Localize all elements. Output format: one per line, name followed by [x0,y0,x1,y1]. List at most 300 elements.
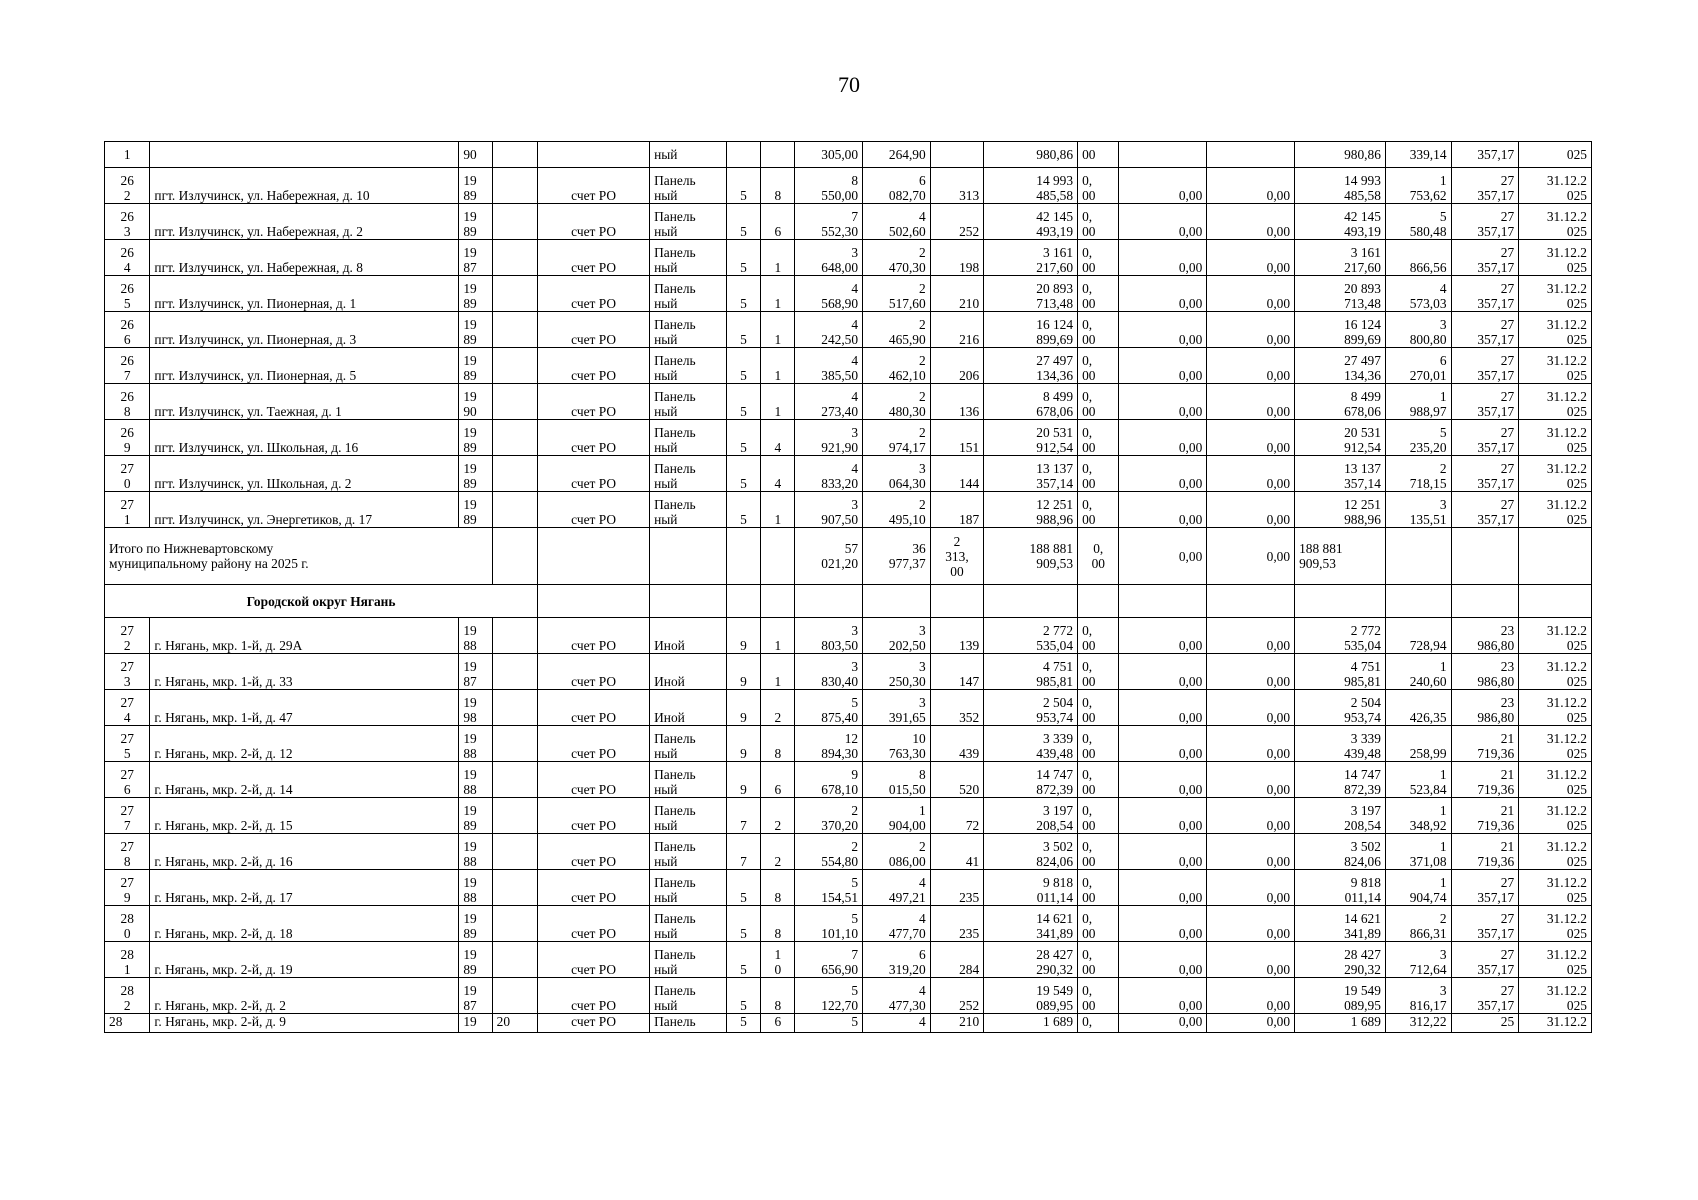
empty-cell [492,834,537,870]
cell-line: 3 [851,245,859,260]
year-cell [459,978,492,1014]
cell-line: 31.12.2 [1546,659,1587,674]
entrances-cell: 2 [761,690,795,726]
area-living-cell: 264,90 [863,142,931,168]
cell-line: 2 772 [1350,623,1381,638]
limit-cost-cell [1451,834,1519,870]
deadline-cell [1519,384,1592,420]
table-row [105,870,1592,906]
empty-cell [650,528,727,585]
cell-line: 0 [123,476,131,491]
table-row [105,240,1592,276]
area-total-cell [795,492,863,528]
cell-line: 7 [123,368,131,383]
cell-line: 439,48 [1344,746,1381,761]
empty-cell [492,492,537,528]
fund-cell: 0,00 [1119,276,1207,312]
unit-cost-cell [1385,726,1451,762]
cost-total-cell [984,492,1078,528]
cell-line: 824,06 [1344,854,1381,869]
fund-cell: 0,00 [1119,204,1207,240]
cell-line: 19 [463,767,477,782]
cell-line: 357,14 [1344,476,1381,491]
cell-line: 27 [1500,461,1515,476]
year-cell [459,834,492,870]
empty-cell [492,798,537,834]
cell-line: 470,30 [888,260,926,275]
cell-line: 2 [851,839,859,854]
area-living-cell [863,384,931,420]
empty-cell [1295,585,1386,618]
owners-funds-cell: 980,86 [1295,142,1386,168]
cell-line: 0 [774,962,782,977]
cell-line: 19 [463,353,477,368]
table-row [105,1014,1592,1033]
source-cell: счет РО [538,906,650,942]
total-label [105,528,493,585]
cell-line: 497,21 [888,890,926,905]
deadline-cell [1519,420,1592,456]
cell-line: 523,84 [1409,782,1447,797]
material-cell [650,456,727,492]
source-cell: счет РО [538,618,650,654]
cell-line: 258,99 [1409,746,1447,761]
material-cell [650,204,727,240]
cell-line: ный [654,818,678,833]
cell-line: 025 [1566,782,1587,797]
cell-line: 480,30 [888,404,926,419]
area-living-cell [863,942,931,978]
cell-line: 0, [1082,839,1093,854]
cell-line: Панель [654,497,696,512]
cell-line: 00 [1082,818,1096,833]
cell-line: 011,14 [1036,890,1074,905]
cell-line: 5 [851,695,859,710]
unit-cost-cell [1385,276,1451,312]
fund-cell: 0,00 [1207,798,1295,834]
table-row [105,348,1592,384]
cell-line: 866,31 [1409,926,1447,941]
cell-line: 025 [1566,674,1587,689]
fund-cell: 0,00 [1207,654,1295,690]
year-cell: 19 [459,1014,492,1033]
floors-cell: 5 [726,456,760,492]
cell-line: 357,17 [1477,998,1515,1013]
area-living-cell [863,168,931,204]
cell-line: 357,14 [1036,476,1074,491]
area-total-cell [795,654,863,690]
cell-line: 3 197 [1042,803,1074,818]
fund-cell: 0,00 [1207,942,1295,978]
cell-line: 0, [1082,425,1093,440]
cell-line: 064,30 [888,476,926,491]
limit-cost-cell [1451,762,1519,798]
owners-funds-cell [1295,168,1386,204]
year-cell [459,420,492,456]
cell-line: 2 [1439,461,1447,476]
cell-line: 27 497 [1036,353,1074,368]
area-total-cell [795,798,863,834]
cell-line: 28 427 [1036,947,1074,962]
floors-cell: 5 [726,204,760,240]
source-cell: счет РО [538,492,650,528]
cell-line: 3 [919,623,926,638]
cell-line: ный [654,926,678,941]
cell-line: муниципальному району на 2025 г. [109,556,309,571]
cell-line: 2 [953,533,961,549]
cell-line: 904,74 [1409,890,1447,905]
empty-cell [761,528,795,585]
cell-line: 904,00 [888,818,926,833]
cell-line: 8 [123,854,131,869]
cell-line: 2 [1439,911,1447,926]
fund-cell: 0,00 [1207,384,1295,420]
area-total-cell [795,420,863,456]
material-cell [650,618,727,654]
material-cell [650,690,727,726]
cell-line: 899,69 [1036,332,1074,347]
area-living-cell [863,726,931,762]
source-cell: счет РО [538,762,650,798]
cell-line: 3 [123,674,131,689]
cell-line: 495,10 [888,512,926,527]
material-cell [650,834,727,870]
limit-cost-cell [1451,618,1519,654]
table-row [105,834,1592,870]
cell-line: 4 [919,875,926,890]
cell-line: 3 161 [1350,245,1381,260]
cell-line: ный [654,260,678,275]
cell-line: 31.12.2 [1546,461,1587,476]
cost-total-cell [984,528,1078,585]
cell-line: 6 [919,173,926,188]
cell-line: 98 [463,710,477,725]
entrances-cell: 8 [761,870,795,906]
cell-line: 00 [1082,188,1096,203]
limit-cost-cell [1451,420,1519,456]
cell-line: 988,96 [1036,512,1074,527]
address-cell: пгт. Излучинск, ул. Школьная, д. 16 [150,420,459,456]
owners-funds-cell [1295,204,1386,240]
cell-line: 2 772 [1042,623,1074,638]
cell-line: 3 [1439,497,1447,512]
unit-cost-cell [1385,420,1451,456]
cell-line: ный [654,404,678,419]
year-cell [459,204,492,240]
cell-line: 31.12.2 [1546,983,1587,998]
deadline-cell [1519,798,1592,834]
cell-line: 6 [1439,353,1447,368]
fund-cell [1207,142,1295,168]
area-total-cell [795,312,863,348]
material-cell [650,240,727,276]
unit-cost-cell [1385,906,1451,942]
row-number: 1 [105,142,150,168]
address-cell: г. Нягань, мкр. 2-й, д. 19 [150,942,459,978]
floors-cell: 5 [726,942,760,978]
cell-line: 90 [463,404,477,419]
empty-cell [492,204,537,240]
zero-cell [1078,492,1119,528]
cell-line: 2 504 [1350,695,1381,710]
owners-funds-cell [1295,978,1386,1014]
year-cell [459,384,492,420]
floors-cell: 9 [726,726,760,762]
cell-line: 0, [1082,353,1093,368]
cell-line: 6 [919,947,926,962]
cell-line: 00 [1082,854,1096,869]
cell-line: 19 [463,173,477,188]
cell-line: 357,17 [1477,332,1515,347]
empty-cell [492,762,537,798]
cell-line: 26 [120,317,134,332]
owners-funds-cell [1295,456,1386,492]
cell-line: 23 [1500,695,1515,710]
row-number [105,870,150,906]
source-cell: счет РО [538,654,650,690]
address-cell: пгт. Излучинск, ул. Пионерная, д. 1 [150,276,459,312]
cell-line: 00 [1082,512,1096,527]
area-living-cell [863,618,931,654]
cell-line: 27 497 [1344,353,1381,368]
cell-line: 5 [123,746,131,761]
cell-line: 270,01 [1409,368,1447,383]
cell-line: ный [654,854,678,869]
year-cell: 90 [459,142,492,168]
year-cell [459,492,492,528]
cell-line: Панель [654,173,696,188]
cell-line: 26 [120,173,134,188]
cell-line: 025 [1566,296,1587,311]
source-cell [538,142,650,168]
cell-line: 36 [912,541,926,556]
cell-line: 3 [1439,947,1447,962]
material-cell [650,492,727,528]
cell-line: 290,32 [1344,962,1381,977]
cell-line: 188 881 [1029,541,1074,556]
cell-line: 025 [1566,404,1587,419]
cell-line: 341,89 [1036,926,1074,941]
fund-cell: 0,00 [1207,312,1295,348]
cell-line: 3 [123,224,131,239]
cell-line: 19 549 [1036,983,1074,998]
cell-line: 00 [1082,962,1096,977]
unit-cost-cell [1385,348,1451,384]
cost-total-cell: 1 689 [984,1014,1078,1033]
cell-line: 122,70 [821,998,859,1013]
floors-cell: 5 [726,276,760,312]
cell-line: 7 [851,209,859,224]
cell-line: 648,00 [821,260,859,275]
area-living-cell [863,276,931,312]
fund-cell: 0,00 [1119,870,1207,906]
cell-line: 3 197 [1350,803,1381,818]
row-number [105,240,150,276]
cell-line: 12 251 [1036,497,1074,512]
empty-cell [492,978,537,1014]
area-living-cell [863,348,931,384]
cell-line: 00 [1082,710,1096,725]
owners-funds-cell [1295,240,1386,276]
table-row [105,204,1592,240]
cell-line: 2 [851,803,859,818]
capital-repair-register-table [104,141,1592,1033]
cell-line: 371,08 [1409,854,1447,869]
owners-funds-cell [1295,798,1386,834]
cell-line: 31.12.2 [1546,875,1587,890]
material-cell: ный [650,142,727,168]
empty-cell [492,870,537,906]
table-row [105,142,1592,168]
cost-total-cell [984,834,1078,870]
year-cell [459,618,492,654]
cell-line: 273,40 [821,404,859,419]
residents-cell: 210 [930,1014,984,1033]
cell-line: 188 881 [1299,541,1343,556]
cell-line: 89 [463,818,477,833]
cell-line: 27 [120,461,134,476]
residents-cell: 210 [930,276,984,312]
cell-line: 87 [463,998,477,1013]
cost-total-cell [984,798,1078,834]
cell-line: 3 502 [1042,839,1074,854]
cost-total-cell [984,978,1078,1014]
floors-cell: 9 [726,762,760,798]
total-row [105,528,1592,585]
cell-line: 1 [1439,875,1447,890]
cell-line: 025 [1566,476,1587,491]
cell-line: 26 [120,389,134,404]
cell-line: 26 [120,353,134,368]
cell-line: 89 [463,512,477,527]
year-cell [459,762,492,798]
deadline-cell [1519,204,1592,240]
fund-cell: 0,00 [1119,906,1207,942]
cell-line: 493,19 [1036,224,1074,239]
source-cell: счет РО [538,420,650,456]
floors-cell: 5 [726,492,760,528]
deadline-cell: 025 [1519,142,1592,168]
cell-line: 10 [912,731,926,746]
area-living-cell [863,690,931,726]
floors-cell: 5 [726,312,760,348]
source-cell: счет РО [538,942,650,978]
empty-cell [492,690,537,726]
zero-cell [1078,240,1119,276]
cell-line: 5 [1439,425,1447,440]
cell-line: 573,03 [1409,296,1447,311]
address-cell: пгт. Излучинск, ул. Школьная, д. 2 [150,456,459,492]
limit-cost-cell [1451,978,1519,1014]
area-living-cell [863,978,931,1014]
cell-line: 27 [120,695,134,710]
floors-cell: 5 [726,240,760,276]
limit-cost-cell [1451,798,1519,834]
cell-line: 0, [1082,875,1093,890]
unit-cost-cell [1385,456,1451,492]
cell-line: 025 [1566,926,1587,941]
fund-cell: 0,00 [1207,528,1295,585]
limit-cost-cell [1451,906,1519,942]
empty-cell [650,585,727,618]
cell-line: 31.12.2 [1546,281,1587,296]
fund-cell: 0,00 [1207,870,1295,906]
empty-cell [492,906,537,942]
cell-line: 00 [1082,332,1096,347]
cell-line: 753,62 [1409,188,1447,203]
cell-line: 025 [1566,260,1587,275]
cell-line: 872,39 [1344,782,1381,797]
cell-line: 8 499 [1350,389,1381,404]
cell-line: Панель [654,803,696,818]
cell-line: Панель [654,281,696,296]
cell-line: 28 427 [1344,947,1381,962]
source-cell: счет РО [538,384,650,420]
cell-line: 19 [463,875,477,890]
cell-line: Панель [654,425,696,440]
table-row [105,726,1592,762]
area-total-cell [795,978,863,1014]
area-living-cell: 4 [863,1014,931,1033]
cell-line: 89 [463,296,477,311]
area-living-cell [863,204,931,240]
entrances-cell: 2 [761,798,795,834]
address-cell: г. Нягань, мкр. 2-й, д. 16 [150,834,459,870]
cell-line: 0, [1082,803,1093,818]
fund-cell: 0,00 [1207,204,1295,240]
cell-line: 0, [1082,317,1093,332]
cell-line: 20 893 [1036,281,1074,296]
cell-line: 6 [123,782,131,797]
cell-line: 800,80 [1409,332,1447,347]
empty-cell [492,528,537,585]
cell-line: 465,90 [888,332,926,347]
cell-line: Иной [654,638,685,653]
fund-cell: 0,00 [1207,348,1295,384]
cell-line: 0, [1082,623,1093,638]
cell-line: 00 [1082,404,1096,419]
cell-line: 27 [1500,911,1515,926]
cell-line: ный [654,368,678,383]
cost-total-cell [984,204,1078,240]
limit-cost-cell [1451,654,1519,690]
cell-line: 27 [120,659,134,674]
cost-total-cell: 980,86 [984,142,1078,168]
cell-line: 4 [123,710,131,725]
table-row [105,978,1592,1014]
source-cell: счет РО [538,834,650,870]
table-row [105,492,1592,528]
limit-cost-cell [1451,168,1519,204]
cell-line: 26 [120,281,134,296]
deadline-cell [1519,348,1592,384]
year-cell [459,240,492,276]
area-total-cell [795,618,863,654]
cell-line: 1 [1439,389,1447,404]
fund-cell: 0,00 [1207,834,1295,870]
area-total-cell [795,276,863,312]
cell-line: 912,54 [1036,440,1074,455]
cell-line: 89 [463,926,477,941]
empty-cell [492,276,537,312]
cell-line: 89 [463,224,477,239]
residents-cell: 235 [930,870,984,906]
deadline-cell [1519,942,1592,978]
address-cell: пгт. Излучинск, ул. Энергетиков, д. 17 [150,492,459,528]
material-cell [650,312,727,348]
table-row [105,168,1592,204]
cell-line: 4 [1439,281,1447,296]
